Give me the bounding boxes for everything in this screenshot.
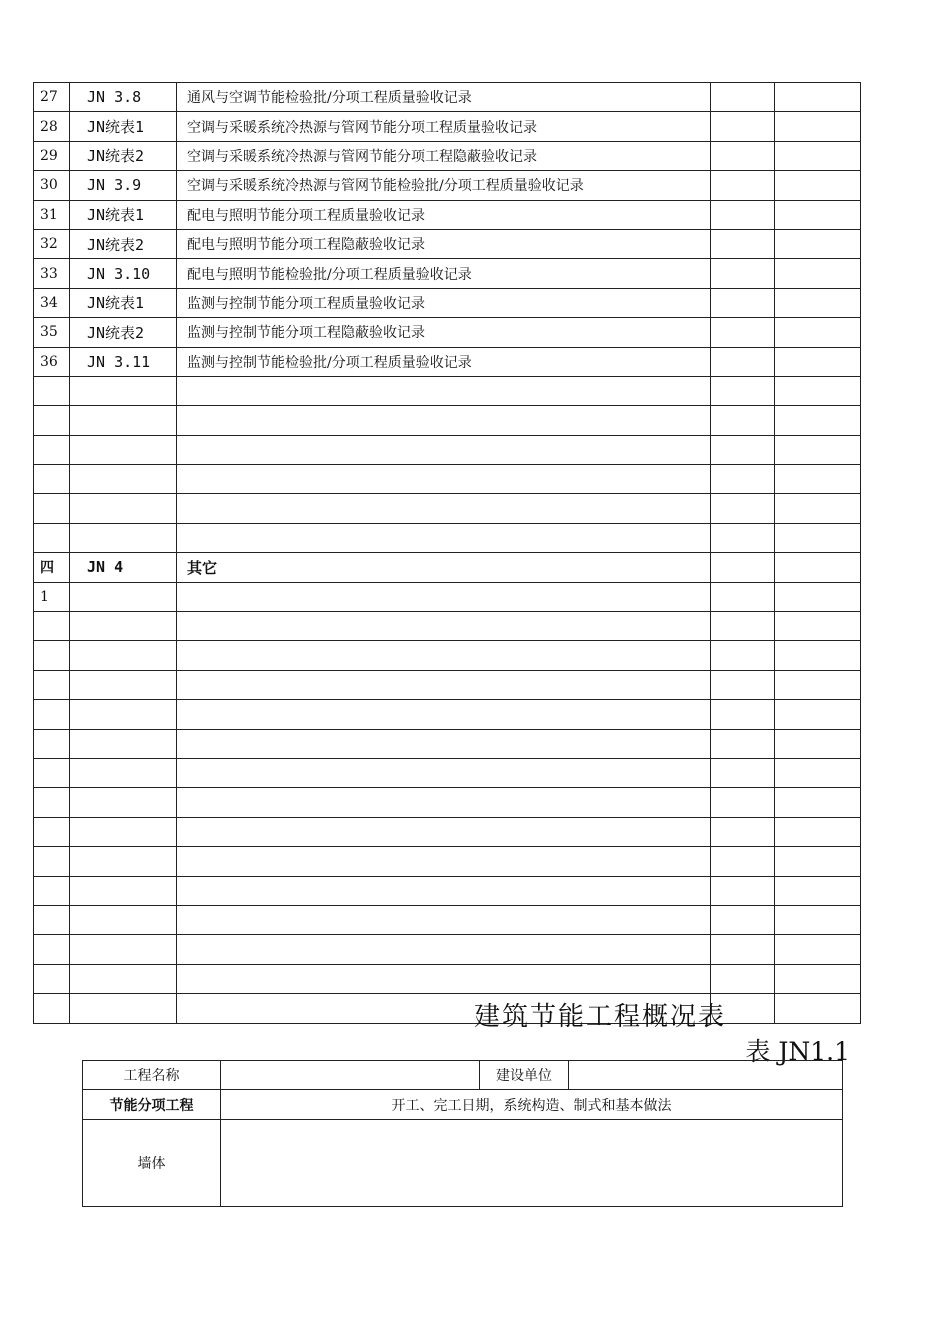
row-number [34, 435, 70, 464]
row-number: 四 [34, 553, 70, 582]
form-code-cell [70, 700, 177, 729]
blank-cell [775, 288, 861, 317]
table-row [34, 83, 861, 112]
form-code-cell: JN 3.9 [70, 171, 177, 200]
blank-cell [775, 200, 861, 229]
form-code-cell [70, 612, 177, 641]
form-code-cell [70, 582, 177, 611]
table-row [34, 758, 861, 787]
blank-cell [775, 612, 861, 641]
blank-cell [775, 700, 861, 729]
table-row [34, 553, 861, 582]
blank-cell [711, 523, 775, 552]
blank-cell [711, 905, 775, 934]
blank-cell [775, 817, 861, 846]
table-row [34, 788, 861, 817]
record-title-cell: 空调与采暖系统冷热源与管网节能分项工程质量验收记录 [177, 112, 711, 141]
form-code-cell [70, 935, 177, 964]
blank-cell [775, 847, 861, 876]
record-title-cell [177, 670, 711, 699]
blank-cell [775, 376, 861, 405]
form-code-cell [70, 729, 177, 758]
row-number [34, 964, 70, 993]
blank-cell [711, 318, 775, 347]
row-number [34, 729, 70, 758]
blank-cell [711, 817, 775, 846]
record-title-cell [177, 406, 711, 435]
record-title-cell: 空调与采暖系统冷热源与管网节能分项工程隐蔽验收记录 [177, 141, 711, 170]
form-code-cell [70, 994, 177, 1023]
row-number [34, 935, 70, 964]
row-number: 33 [34, 259, 70, 288]
blank-cell [775, 318, 861, 347]
form-code-cell [70, 376, 177, 405]
table-row [34, 347, 861, 376]
record-index-body [34, 83, 861, 1024]
blank-cell [711, 141, 775, 170]
form-code-cell [70, 406, 177, 435]
record-title-cell [177, 612, 711, 641]
table-row [34, 876, 861, 905]
blank-cell [775, 347, 861, 376]
blank-cell [711, 700, 775, 729]
blank-cell [711, 229, 775, 258]
form-code-cell [70, 435, 177, 464]
blank-cell [775, 112, 861, 141]
blank-cell [775, 876, 861, 905]
blank-cell [775, 905, 861, 934]
blank-cell [775, 582, 861, 611]
row-number [34, 876, 70, 905]
table-row [34, 582, 861, 611]
record-title-cell [177, 523, 711, 552]
table-row [34, 465, 861, 494]
record-title-cell [177, 494, 711, 523]
document-title: 建筑节能工程概况表 [474, 1002, 727, 1032]
form-code-cell [70, 964, 177, 993]
form-code-cell [70, 465, 177, 494]
project-name-field[interactable] [221, 1061, 480, 1090]
builder-field[interactable] [569, 1061, 843, 1090]
row-number [34, 670, 70, 699]
blank-cell [775, 523, 861, 552]
row-number [34, 994, 70, 1023]
blank-cell [711, 612, 775, 641]
form-code-cell: JN 3.11 [70, 347, 177, 376]
blank-cell [775, 465, 861, 494]
record-title-cell [177, 905, 711, 934]
row-number [34, 817, 70, 846]
table-row [34, 288, 861, 317]
row-number [34, 612, 70, 641]
blank-cell [775, 729, 861, 758]
record-title-cell: 配电与照明节能检验批/分项工程质量验收记录 [177, 259, 711, 288]
row-number [34, 376, 70, 405]
record-title-cell: 监测与控制节能分项工程隐蔽验收记录 [177, 318, 711, 347]
row-number [34, 494, 70, 523]
blank-cell [711, 83, 775, 112]
blank-cell [711, 465, 775, 494]
row-number [34, 641, 70, 670]
record-title-cell [177, 582, 711, 611]
record-title-cell [177, 376, 711, 405]
record-title-cell [177, 700, 711, 729]
blank-cell [775, 758, 861, 787]
row-number [34, 788, 70, 817]
blank-cell [711, 729, 775, 758]
form-code-cell [70, 523, 177, 552]
row-number: 27 [34, 83, 70, 112]
row-number: 35 [34, 318, 70, 347]
blank-cell [775, 553, 861, 582]
table-row [34, 817, 861, 846]
row-number: 36 [34, 347, 70, 376]
table-row [34, 729, 861, 758]
blank-cell [775, 259, 861, 288]
form-code-cell [70, 817, 177, 846]
form-code-cell [70, 905, 177, 934]
record-title-cell: 监测与控制节能检验批/分项工程质量验收记录 [177, 347, 711, 376]
row-number: 31 [34, 200, 70, 229]
subitem-label: 节能分项工程 [83, 1090, 221, 1120]
record-title-cell: 空调与采暖系统冷热源与管网节能检验批/分项工程质量验收记录 [177, 171, 711, 200]
blank-cell [775, 229, 861, 258]
blank-cell [711, 200, 775, 229]
table-row [34, 171, 861, 200]
row-number [34, 406, 70, 435]
blank-cell [711, 876, 775, 905]
row-number: 29 [34, 141, 70, 170]
table-row [34, 964, 861, 993]
blank-cell [711, 171, 775, 200]
blank-cell [711, 670, 775, 699]
record-title-cell: 配电与照明节能分项工程质量验收记录 [177, 200, 711, 229]
table-row [34, 376, 861, 405]
form-code-cell [70, 847, 177, 876]
table-row [34, 700, 861, 729]
record-title-cell [177, 435, 711, 464]
record-title-cell [177, 788, 711, 817]
row-number [34, 847, 70, 876]
record-title-cell: 通风与空调节能检验批/分项工程质量验收记录 [177, 83, 711, 112]
blank-cell [775, 994, 861, 1023]
form-code-cell [70, 670, 177, 699]
record-index-table [33, 82, 861, 1024]
row-number [34, 523, 70, 552]
row-number: 1 [34, 582, 70, 611]
table-row [34, 670, 861, 699]
row-number [34, 465, 70, 494]
blank-cell [711, 494, 775, 523]
record-title-cell [177, 641, 711, 670]
table-row [34, 994, 861, 1023]
blank-cell [711, 582, 775, 611]
blank-cell [775, 788, 861, 817]
blank-cell [711, 964, 775, 993]
table-row [34, 612, 861, 641]
table-row [34, 435, 861, 464]
row-number: 30 [34, 171, 70, 200]
blank-cell [711, 376, 775, 405]
blank-cell [775, 494, 861, 523]
record-title-cell [177, 876, 711, 905]
blank-cell [711, 553, 775, 582]
form-code-cell: JN统表1 [70, 288, 177, 317]
table-row [34, 494, 861, 523]
project-name-label: 工程名称 [83, 1061, 221, 1090]
overview-row-subitem [83, 1090, 843, 1120]
record-title-cell: 监测与控制节能分项工程质量验收记录 [177, 288, 711, 317]
form-code-cell: JN统表1 [70, 112, 177, 141]
form-code-cell: JN 4 [70, 553, 177, 582]
blank-cell [711, 288, 775, 317]
blank-cell [711, 788, 775, 817]
table-row [34, 523, 861, 552]
project-overview-table [82, 1060, 843, 1207]
blank-cell [711, 758, 775, 787]
blank-cell [775, 435, 861, 464]
overview-row-project [83, 1061, 843, 1090]
record-title-cell [177, 465, 711, 494]
blank-cell [775, 641, 861, 670]
form-code-cell [70, 494, 177, 523]
table-row [34, 229, 861, 258]
table-row [34, 112, 861, 141]
form-code-cell [70, 876, 177, 905]
row-number: 34 [34, 288, 70, 317]
blank-cell [775, 141, 861, 170]
record-title-cell [177, 847, 711, 876]
blank-cell [711, 847, 775, 876]
table-row [34, 641, 861, 670]
blank-cell [775, 406, 861, 435]
blank-cell [711, 112, 775, 141]
wall-label: 墙体 [83, 1120, 221, 1207]
wall-field[interactable] [221, 1120, 843, 1207]
table-row [34, 318, 861, 347]
form-code-cell [70, 758, 177, 787]
table-row [34, 200, 861, 229]
table-row [34, 406, 861, 435]
table-row [34, 847, 861, 876]
blank-cell [775, 964, 861, 993]
record-title-cell: 配电与照明节能分项工程隐蔽验收记录 [177, 229, 711, 258]
subitem-header: 开工、完工日期，系统构造、制式和基本做法 [221, 1090, 843, 1120]
row-number: 32 [34, 229, 70, 258]
record-title-cell [177, 964, 711, 993]
table-row [34, 259, 861, 288]
blank-cell [775, 83, 861, 112]
blank-cell [775, 171, 861, 200]
blank-cell [711, 641, 775, 670]
form-code-cell: JN统表2 [70, 318, 177, 347]
row-number [34, 905, 70, 934]
record-title-cell [177, 729, 711, 758]
record-title-cell: 其它 [177, 553, 711, 582]
blank-cell [711, 259, 775, 288]
blank-cell [775, 935, 861, 964]
row-number [34, 758, 70, 787]
form-code-cell: JN 3.8 [70, 83, 177, 112]
builder-label: 建设单位 [480, 1061, 569, 1090]
overview-row-wall [83, 1120, 843, 1207]
form-code: 表 JN1.1 [745, 1037, 850, 1066]
blank-cell [711, 347, 775, 376]
record-title-cell [177, 817, 711, 846]
form-code-cell: JN统表2 [70, 141, 177, 170]
blank-cell [711, 435, 775, 464]
blank-cell [775, 670, 861, 699]
form-code-cell [70, 788, 177, 817]
blank-cell [711, 935, 775, 964]
table-row [34, 935, 861, 964]
blank-cell [711, 406, 775, 435]
table-row [34, 905, 861, 934]
form-code-cell: JN统表2 [70, 229, 177, 258]
record-title-cell [177, 758, 711, 787]
record-title-cell [177, 935, 711, 964]
form-code-cell: JN统表1 [70, 200, 177, 229]
form-code-cell [70, 641, 177, 670]
row-number: 28 [34, 112, 70, 141]
form-code-cell: JN 3.10 [70, 259, 177, 288]
table-row [34, 141, 861, 170]
row-number [34, 700, 70, 729]
